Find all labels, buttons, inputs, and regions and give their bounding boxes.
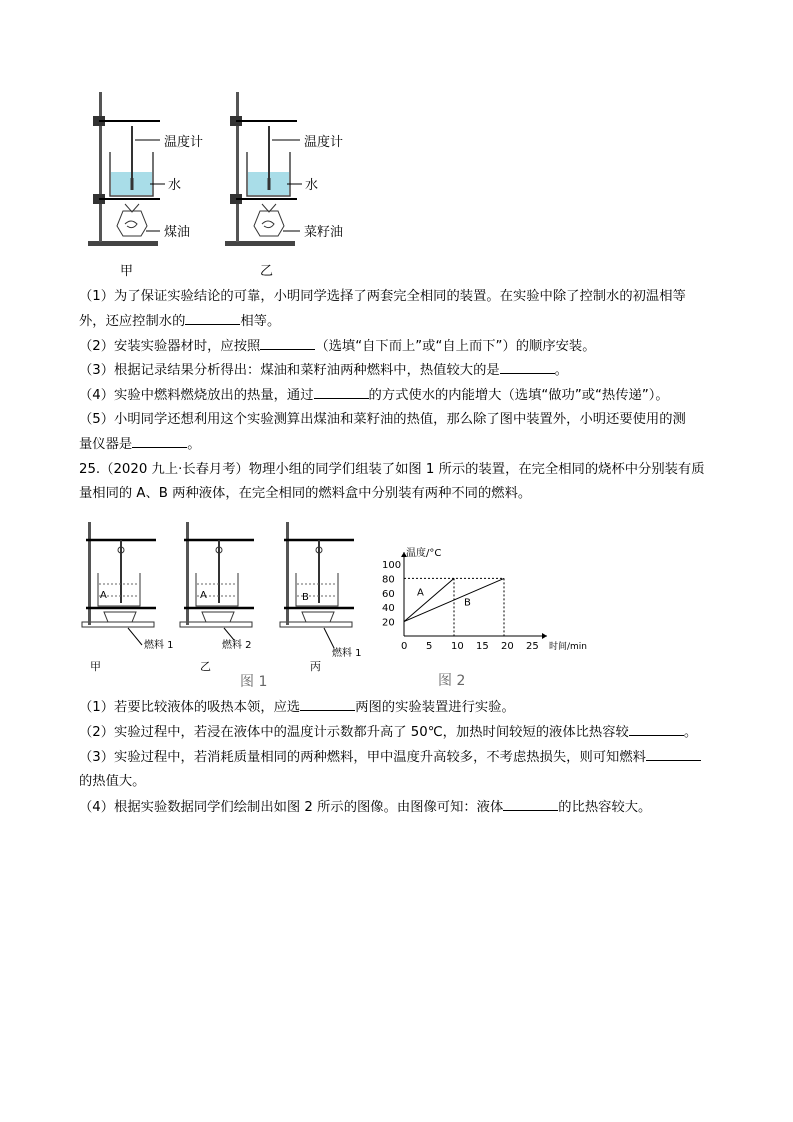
label-thermometer-yi: 温度计	[304, 135, 344, 150]
apparatus-yi	[225, 92, 297, 246]
answer-blank[interactable]	[629, 722, 684, 736]
caption-jia-25: 甲	[90, 660, 101, 673]
caption-yi: 乙	[260, 264, 274, 279]
q25-item3-line2: 的热值大。	[79, 774, 146, 789]
y-tick-label: 80	[382, 574, 395, 586]
q24-item2: （2）安装实验器材时，应按照 （选填“自下而上”或“自上而下”）的顺序安装。	[79, 336, 596, 357]
apparatus-jia-25	[82, 522, 174, 673]
y-axis-title: 温度/°C	[406, 548, 442, 559]
figure2-caption: 图 2	[438, 673, 466, 689]
answer-blank[interactable]	[314, 385, 369, 399]
q25-stem-line2: 量相同的 A、B 两种液体，在完全相同的燃料盒中分别装有两种不同的燃料。	[79, 486, 532, 501]
y-tick-label: 20	[382, 617, 395, 629]
caption-bing-25: 丙	[310, 660, 321, 673]
x-tick-label: 20	[501, 641, 514, 652]
q24-item4: （4）实验中燃料燃烧放出的热量，通过 的方式使水的内能增大（选填“做功”或“热传递”）。	[79, 385, 669, 406]
caption-jia: 甲	[120, 264, 134, 279]
fuel-comparison-apparatus-figure	[78, 518, 378, 688]
label-fuel-yi: 菜籽油	[304, 225, 344, 240]
apparatus-bing-25	[280, 522, 362, 673]
y-tick-label: 100	[382, 560, 402, 571]
fuel-label-bing: 燃料 1	[332, 648, 362, 659]
x-tick-label: 25	[526, 641, 539, 652]
liquid-label-bing: B	[302, 592, 309, 603]
answer-blank[interactable]	[500, 360, 555, 374]
figure1-caption: 图 1	[240, 674, 268, 690]
y-tick-label: 40	[382, 603, 395, 615]
caption-yi-25: 乙	[200, 660, 211, 673]
series-label-B: B	[464, 597, 471, 609]
fuel-label-jia: 燃料 1	[144, 640, 174, 651]
answer-blank[interactable]	[646, 747, 701, 761]
x-axis-title: 时间/min	[549, 642, 588, 652]
q24-item1-line2: 外，还应控制水的 相等。	[79, 311, 280, 332]
label-fuel-jia: 煤油	[164, 225, 191, 240]
x-tick-label: 5	[426, 641, 433, 652]
label-water-jia: 水	[168, 178, 182, 193]
apparatus-yi-25	[180, 522, 254, 673]
answer-blank[interactable]	[132, 434, 187, 448]
label-thermometer-jia: 温度计	[164, 135, 204, 150]
q25-item4: （4）根据实验数据同学们绘制出如图 2 所示的图像。由图像可知：液体 的比热容较大。	[79, 797, 651, 818]
q24-item3: （3）根据记录结果分析得出：煤油和菜籽油两种燃料中，热值较大的是 。	[79, 360, 568, 381]
answer-blank[interactable]	[503, 797, 558, 811]
answer-blank[interactable]	[185, 311, 240, 325]
q24-item5-line2: 量仪器是 。	[79, 434, 200, 455]
x-axis-arrow	[542, 633, 547, 639]
apparatus-jia	[88, 92, 160, 246]
series-label-A: A	[417, 587, 424, 599]
fuel-label-yi: 燃料 2	[222, 640, 252, 651]
q24-item5-line1: （5）小明同学还想利用这个实验测算出煤油和菜籽油的热值，那么除了图中装置外，小明还要使用的测	[79, 412, 686, 427]
x-tick-label: 15	[476, 641, 489, 652]
liquid-label-jia: A	[100, 590, 107, 601]
y-tick-label: 60	[382, 588, 395, 600]
series-line-A	[404, 578, 454, 621]
x-tick-label: 0	[401, 641, 408, 652]
q25-item1: （1）若要比较液体的吸热本领，应选 两图的实验装置进行实验。	[79, 697, 515, 718]
q24-item1-line1: （1）为了保证实验结论的可靠，小明同学选择了两套完全相同的装置。在实验中除了控制水的初温相等	[79, 289, 686, 304]
answer-blank[interactable]	[300, 697, 355, 711]
temperature-time-chart	[378, 548, 588, 689]
heating-apparatus-figure	[80, 86, 360, 281]
x-tick-label: 10	[451, 641, 464, 652]
answer-blank[interactable]	[260, 336, 315, 350]
q25-item3-line1: （3）实验过程中，若消耗质量相同的两种燃料，甲中温度升高较多，不考虑热损失，则可知燃料	[79, 747, 701, 768]
q25-stem-line1: 25.（2020 九上·长春月考）物理小组的同学们组装了如图 1 所示的装置，在完全相同的烧杯中分别装有质	[79, 462, 705, 477]
q25-item2: （2）实验过程中，若浸在液体中的温度计示数都升高了 50℃，加热时间较短的液体比热容较 。	[79, 722, 697, 743]
liquid-label-yi: A	[200, 590, 207, 601]
label-water-yi: 水	[305, 178, 319, 193]
